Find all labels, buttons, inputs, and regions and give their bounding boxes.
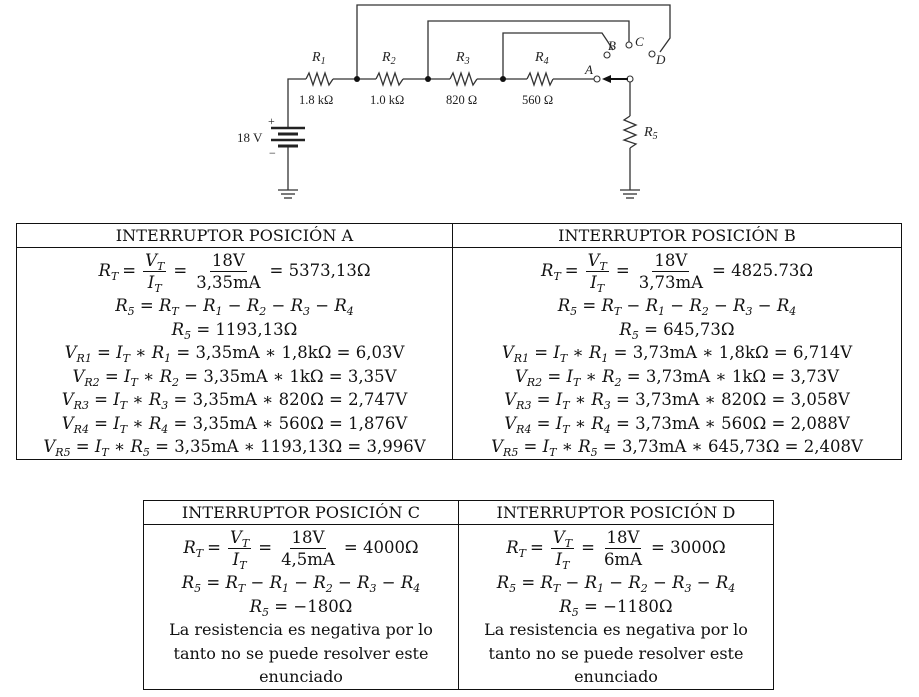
note-line: enunciado xyxy=(259,667,343,686)
svg-text:C: C xyxy=(635,34,644,49)
vr1-line: $V_{R1} = I_T$ ∗ $R_1 = 3,35mA$ ∗ 1,8kΩ = 6,03V xyxy=(64,343,405,365)
case-d-cell xyxy=(459,525,774,690)
vr5-line: $V_{R5} = I_T$ ∗ $R_5 = 3,35mA$ ∗ 1193,13Ω = 3,996V xyxy=(43,437,426,459)
vr1-line: $V_{R1} = I_T$ ∗ $R_1 = 3,73mA$ ∗ 1,8kΩ = 6,714V xyxy=(501,343,853,365)
svg-text:R4: $R_4$ xyxy=(535,50,549,67)
r5-formula: $R_5 = R_T - R_1 - R_2 - R_3 - R_4$ xyxy=(115,296,354,318)
svg-text:18 V: 18 V xyxy=(237,130,263,145)
rt-equation: $R_T$ = $\frac{V_T}{I_T}$ = $\frac{18V}{4,5mA}$ = 4000Ω xyxy=(183,527,419,572)
vr2-line: $V_{R2} = I_T$ ∗ $R_2 = 3,73mA$ ∗ 1kΩ = 3,73V xyxy=(514,366,840,389)
circuit-diagram xyxy=(0,0,919,215)
results-table-ab xyxy=(16,223,902,460)
svg-text:A: A xyxy=(585,62,593,77)
r5-formula: $R_5 = R_T - R_1 - R_2 - R_3 - R_4$ xyxy=(557,296,797,318)
rt-equation: $R_T$ = $\frac{V_T}{I_T}$ = $\frac{18V}{3,73mA}$ = 4825.73Ω xyxy=(541,250,813,295)
header-position-b: INTERRUPTOR POSICIÓN B xyxy=(453,224,902,248)
vr5-line: $V_{R5} = I_T$ ∗ $R_5 = 3,73mA$ ∗ 645,73Ω = 2,408V xyxy=(491,437,863,459)
svg-text:+: + xyxy=(268,114,275,128)
rt-equation: $R_T$ = $\frac{V_T}{I_T}$ = $\frac{18V}{6mA}$ = 3000Ω xyxy=(506,527,726,572)
case-b-cell xyxy=(453,248,902,460)
svg-text:820 Ω: 820 Ω xyxy=(446,93,478,107)
resistor-r4 xyxy=(527,73,553,85)
svg-text:560 Ω: 560 Ω xyxy=(522,93,554,107)
svg-text:R5: $R_5$ xyxy=(644,125,658,142)
vr3-line: $V_{R3} = I_T$ ∗ $R_3 = 3,35mA$ ∗ 820Ω = 2,747V xyxy=(61,390,408,412)
svg-text:B: B xyxy=(608,38,616,53)
case-c-cell xyxy=(144,525,459,690)
header-position-a: INTERRUPTOR POSICIÓN A xyxy=(17,224,453,248)
r5-value: $R_5 = 645,73\Omega$ xyxy=(619,319,735,342)
svg-text:D: D xyxy=(656,52,666,67)
note-line: La resistencia es negativa por lo xyxy=(169,620,433,639)
note-line: La resistencia es negativa por lo xyxy=(484,620,748,639)
resistor-r5 xyxy=(624,116,636,148)
r5-formula: $R_5 = R_T - R_1 - R_2 - R_3 - R_4$ xyxy=(496,573,736,595)
vr2-line: $V_{R2} = I_T$ ∗ $R_2 = 3,35mA$ ∗ 1kΩ = 3,35V xyxy=(72,366,397,389)
vr4-line: $V_{R4} = I_T$ ∗ $R_4 = 3,35mA$ ∗ 560Ω = 1,876V xyxy=(61,413,408,436)
r5-formula: $R_5 = R_T - R_1 - R_2 - R_3 - R_4$ xyxy=(181,573,421,595)
svg-text:1.8 kΩ: 1.8 kΩ xyxy=(299,93,334,107)
note-line: tanto no se puede resolver este xyxy=(173,643,429,663)
resistor-r2 xyxy=(376,73,403,85)
svg-text:−: − xyxy=(269,146,276,160)
battery-icon xyxy=(271,128,305,146)
rt-equation: $R_T$ = $\frac{V_T}{I_T}$ = $\frac{18V}{3,35mA}$ = 5373,13Ω xyxy=(98,250,371,295)
note-line: tanto no se puede resolver este xyxy=(488,643,744,663)
vr4-line: $V_{R4} = I_T$ ∗ $R_4 = 3,73mA$ ∗ 560Ω = 2,088V xyxy=(504,413,850,436)
header-position-d: INTERRUPTOR POSICIÓN D xyxy=(459,501,774,525)
svg-text:1.0 kΩ: 1.0 kΩ xyxy=(370,93,405,107)
svg-text:R3: $R_3$ xyxy=(456,50,470,67)
resistor-r1 xyxy=(306,73,333,85)
resistor-r3 xyxy=(450,73,477,85)
vr3-line: $V_{R3} = I_T$ ∗ $R_3 = 3,73mA$ ∗ 820Ω = 3,058V xyxy=(504,390,850,412)
note-line: enunciado xyxy=(574,667,658,686)
svg-text:R2: $R_2$ xyxy=(382,50,396,67)
svg-text:R1: $R_1$ xyxy=(312,50,326,67)
r5-value: $R_5 = -180\Omega$ xyxy=(249,596,353,619)
case-a-cell xyxy=(17,248,453,460)
r5-value: $R_5 = 1193,13\Omega$ xyxy=(171,319,298,342)
r5-value: $R_5 = -1180\Omega$ xyxy=(559,596,673,619)
results-table-cd xyxy=(143,500,774,690)
header-position-c: INTERRUPTOR POSICIÓN C xyxy=(144,501,459,525)
